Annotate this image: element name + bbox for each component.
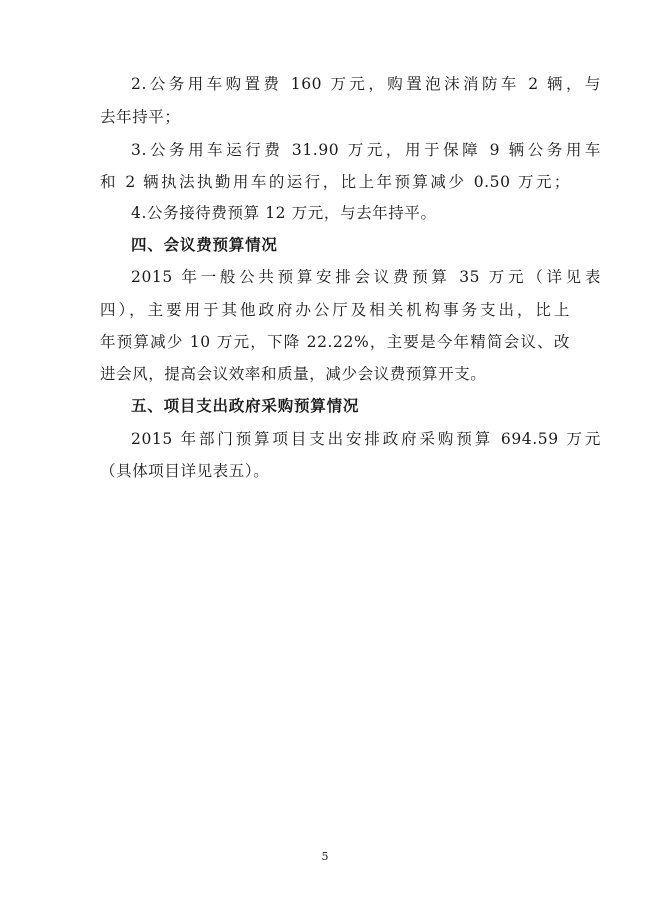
section4-line1: 2015 年一般公共预算安排会议费预算 35 万元（详见表	[131, 268, 601, 286]
item2-line2: 去年持平；	[100, 108, 181, 126]
section4-line2: 四），主要用于其他政府办公厅及相关机构事务支出，比上	[100, 301, 570, 319]
section4-line3: 年预算减少 10 万元，下降 22.22%，主要是今年精简会议、改	[100, 333, 570, 351]
section4-heading: 四、会议费预算情况	[131, 236, 278, 254]
item2-line1: 2.公务用车购置费 160 万元，购置泡沫消防车 2 辆，与	[131, 75, 601, 93]
section5-line1: 2015 年部门预算项目支出安排政府采购预算 694.59 万元	[131, 430, 601, 448]
page-number: 5	[321, 850, 329, 863]
item4-line1: 4.公务接待费预算 12 万元，与去年持平。	[131, 204, 437, 222]
section5-line2: （具体项目详见表五）。	[100, 462, 270, 480]
item3-line1: 3.公务用车运行费 31.90 万元，用于保障 9 辆公务用车	[131, 141, 601, 159]
item3-line2: 和 2 辆执法执勤用车的运行，比上年预算减少 0.50 万元；	[100, 173, 570, 191]
section5-heading: 五、项目支出政府采购预算情况	[131, 397, 360, 415]
section4-line4: 进会风，提高会议效率和质量，减少会议费预算开支。	[100, 365, 487, 383]
